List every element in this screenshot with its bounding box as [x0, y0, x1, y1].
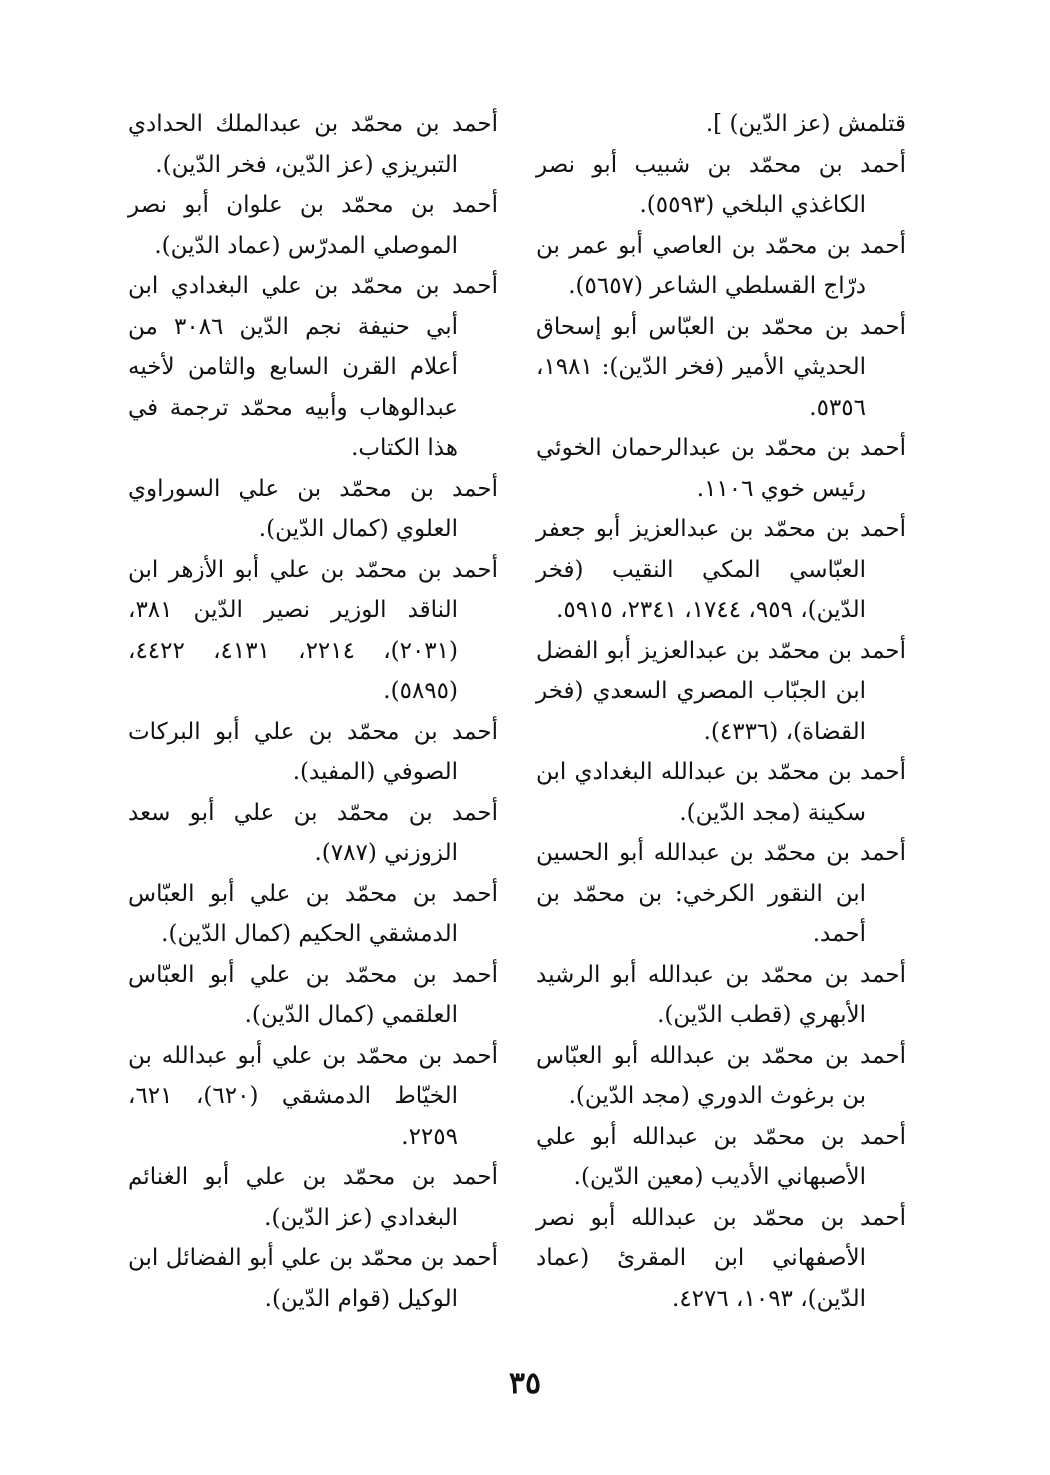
index-entry: أحمد بن محمّد بن علوان أبو نصر الموصلي المدرّس (عماد الدّين).	[128, 192, 498, 259]
index-entry: قتلمش (عز الدّين) ].	[705, 111, 906, 137]
index-entry: أحمد بن محمّد بن عبدالله البغدادي ابن سكينة (مجد الدّين).	[536, 759, 906, 826]
index-entry: أحمد بن محمّد بن عبدالله أبو العبّاس بن برغوث الدوري (مجد الدّين).	[536, 1042, 906, 1109]
index-entry: أحمد بن محمّد بن علي أبو الأزهر ابن الناقد الوزير نصير الدّين ٣٨١، (٢٠٣١)، ٢٢١٤، ٤١٣١، ٤٤٢٢، (٥٨٩٥).	[128, 556, 498, 704]
index-entry: أحمد بن محمّد بن علي أبو الغنائم البغدادي (عز الدّين).	[128, 1164, 498, 1231]
index-entry: أحمد بن محمّد بن عبدالله أبو الرشيد الأبهري (قطب الدّين).	[536, 961, 906, 1028]
index-entry: أحمد بن محمّد بن علي أبو سعد الزوزني (٧٨٧).	[128, 799, 498, 866]
index-entry: أحمد بن محمّد بن عبدالله أبو نصر الأصفهاني ابن المقرئ (عماد الدّين)، ١٠٩٣، ٤٢٧٦.	[536, 1204, 906, 1312]
index-entry: أحمد بن محمّد بن عبدالله أبو علي الأصبهاني الأديب (معين الدّين).	[536, 1123, 906, 1190]
index-entry: أحمد بن محمّد بن العاصي أبو عمر بن درّاج القسلطي الشاعر (٥٦٥٧).	[536, 232, 906, 299]
left-column	[128, 104, 498, 1319]
index-entry: أحمد بن محمّد بن علي البغدادي ابن أبي حنيفة نجم الدّين ٣٠٨٦ من أعلام القرن السابع والثامن لأخيه عبدالوهاب وأبيه محمّد ترجمة في هذا الكتاب.	[128, 273, 498, 461]
index-entry: أحمد بن محمّد بن عبدالملك الحدادي التبريزي (عز الدّين، فخر الدّين).	[128, 111, 498, 178]
index-entry: أحمد بن محمّد بن علي أبو الفضائل ابن الوكيل (قوام الدّين).	[128, 1245, 498, 1312]
index-entry: أحمد بن محمّد بن عبدالرحمان الخوئي رئيس خوي ١١٠٦.	[536, 435, 906, 502]
index-entry: أحمد بن محمّد بن علي أبو العبّاس الدمشقي الحكيم (كمال الدّين).	[128, 880, 498, 947]
index-columns	[128, 104, 906, 1319]
index-entry: أحمد بن محمّد بن علي أبو عبدالله بن الخيّاط الدمشقي (٦٢٠)، ٦٢١، ٢٢٥٩.	[128, 1042, 498, 1150]
index-entry: أحمد بن محمّد بن علي أبو البركات الصوفي (المفيد).	[128, 718, 498, 785]
index-entry: أحمد بن محمّد بن العبّاس أبو إسحاق الحديثي الأمير (فخر الدّين): ١٩٨١، ٥٣٥٦.	[536, 313, 906, 421]
right-column	[536, 104, 906, 1319]
page-number: ٣٥	[508, 1366, 542, 1401]
index-entry: أحمد بن محمّد بن علي السوراوي العلوي (كمال الدّين).	[128, 475, 498, 542]
index-entry: أحمد بن محمّد بن عبدالعزيز أبو الفضل ابن الجبّاب المصري السعدي (فخر القضاة)، (٤٣٣٦).	[536, 637, 906, 745]
index-entry: أحمد بن محمّد بن شبيب أبو نصر الكاغذي البلخي (٥٥٩٣).	[536, 151, 906, 218]
index-entry: أحمد بن محمّد بن علي أبو العبّاس العلقمي (كمال الدّين).	[128, 961, 498, 1028]
index-entry: أحمد بن محمّد بن عبدالله أبو الحسين ابن النقور الكرخي: بن محمّد بن أحمد.	[536, 840, 906, 947]
index-entry: أحمد بن محمّد بن عبدالعزيز أبو جعفر العبّاسي المكي النقيب (فخر الدّين)، ٩٥٩، ١٧٤٤، ٢٣٤١، ٥٩١٥.	[536, 516, 906, 623]
